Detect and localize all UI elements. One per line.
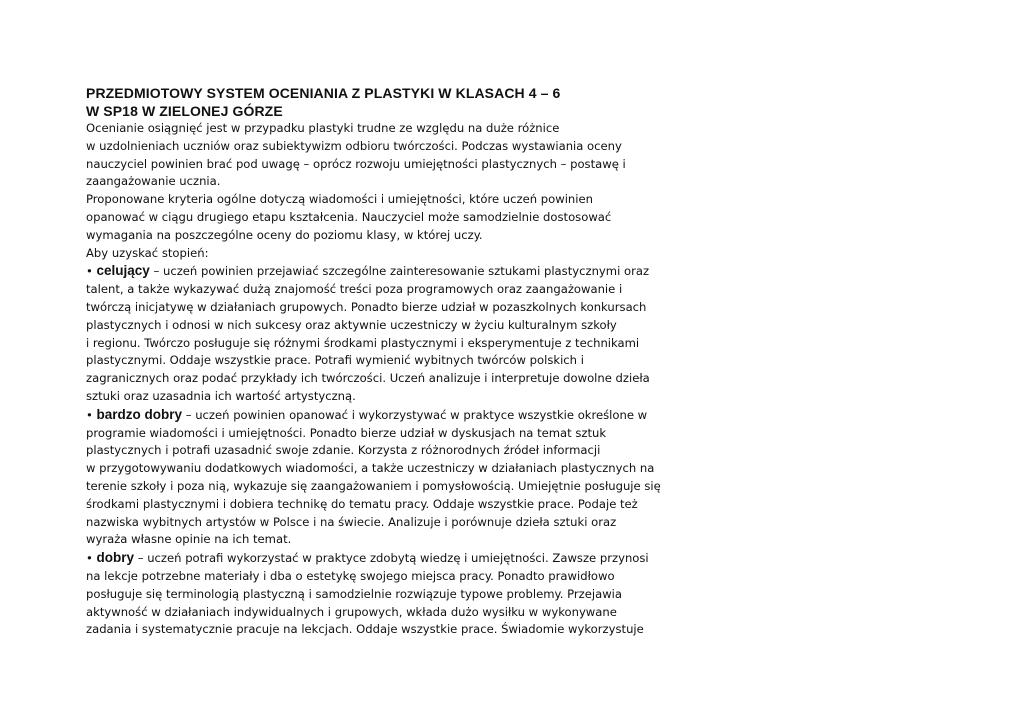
paragraph-line: programie wiadomości i umiejętności. Ponadto bierze udział w dyskusjach na temat sztuk xyxy=(86,425,607,440)
document-page xyxy=(86,84,706,639)
paragraph-line: posługuje się terminologią plastyczną i samodzielnie rozwiązuje typowe problemy. Przejawia xyxy=(86,586,623,601)
paragraph-line: terenie szkoły i poza nią, wykazuje się zaangażowaniem i pomysłowością. Umiejętnie posługuje się xyxy=(86,478,661,493)
paragraph-line: zadania i systematycznie pracuje na lekcjach. Oddaje wszystkie prace. Świadomie wykorzystuje xyxy=(86,622,644,637)
paragraph-line: Ocenianie osiągnięć jest w przypadku plastyki trudne ze względu na duże różnice xyxy=(86,121,560,135)
grade-term: bardzo dobry xyxy=(96,406,183,422)
paragraph-line: nauczyciel powinien brać pod uwagę – oprócz rozwoju umiejętności plastycznych – postawę i xyxy=(86,156,626,171)
grade-criterion-line xyxy=(86,262,706,281)
paragraph-line: wyraża własne opinie na ich temat. xyxy=(86,532,292,547)
line-text: – uczeń powinien przejawiać szczególne zainteresowanie sztukami plastycznymi oraz xyxy=(149,264,650,279)
grade-criterion-line xyxy=(86,549,706,568)
bullet-glyph: • xyxy=(86,264,97,279)
paragraph-line: wymagania na poszczególne oceny do poziomu klasy, w której uczy. xyxy=(86,227,483,242)
paragraph-line: plastycznych i potrafi uzasadnić swoje zdanie. Korzysta z różnorodnych źródeł informacji xyxy=(86,443,601,458)
paragraph-line: zaangażowanie ucznia. xyxy=(86,174,221,189)
paragraph-line: i regionu. Twórczo posługuje się różnymi środkami plastycznymi i eksperymentuje z technikami xyxy=(86,335,640,350)
document-body xyxy=(86,120,706,639)
paragraph-line: na lekcje potrzebne materiały i dba o estetykę swojego miejsca pracy. Ponadto prawidłowo xyxy=(86,568,615,583)
paragraph-line: plastycznymi. Oddaje wszystkie prace. Potrafi wymienić wybitnych twórców polskich i xyxy=(86,353,584,368)
paragraph-line: twórczą inicjatywę w działaniach grupowych. Ponadto bierze udział w pozaszkolnych konkursach xyxy=(86,299,647,314)
paragraph-line: Aby uzyskać stopień: xyxy=(86,245,209,260)
title-line: PRZEDMIOTOWY SYSTEM OCENIANIA Z PLASTYKI W KLASACH 4 – 6 xyxy=(86,85,561,101)
document-title xyxy=(86,84,706,120)
paragraph-line: plastycznych i odnosi w nich sukcesy oraz aktywnie uczestniczy w życiu kulturalnym szkoły xyxy=(86,317,617,332)
paragraph-line: sztuki oraz uzasadnia ich wartość artystyczną. xyxy=(86,388,356,403)
title-line: W SP18 W ZIELONEJ GÓRZE xyxy=(86,103,283,119)
bullet-glyph: • xyxy=(86,551,97,566)
paragraph-line: Proponowane kryteria ogólne dotyczą wiadomości i umiejętności, które uczeń powinien xyxy=(86,192,593,207)
paragraph-line: środkami plastycznymi i dobiera technikę do tematu pracy. Oddaje wszystkie prace. Podaje też xyxy=(86,496,638,511)
paragraph-line: opanować w ciągu drugiego etapu kształcenia. Nauczyciel może samodzielnie dostosować xyxy=(86,209,612,224)
paragraph-line: talent, a także wykazywać dużą znajomość treści poza programowych oraz zaangażowanie i xyxy=(86,282,623,297)
bullet-glyph: • xyxy=(86,407,97,422)
paragraph-line: w przygotowywaniu dodatkowych wiadomości, a także uczestniczy w działaniach plastycznych na xyxy=(86,461,655,476)
paragraph-line: zagranicznych oraz podać przykłady ich twórczości. Uczeń analizuje i interpretuje dowolne dzieła xyxy=(86,371,650,386)
grade-term: dobry xyxy=(96,550,135,566)
paragraph-line: w uzdolnieniach uczniów oraz subiektywizm odbioru twórczości. Podczas wystawiania oceny xyxy=(86,138,622,153)
grade-term: celujący xyxy=(96,263,150,279)
paragraph-line: aktywność w działaniach indywidualnych i grupowych, wkłada dużo wysiłku w wykonywane xyxy=(86,604,617,619)
line-text: – uczeń potrafi wykorzystać w praktyce zdobytą wiedzę i umiejętności. Zawsze przynosi xyxy=(134,551,649,566)
line-text: – uczeń powinien opanować i wykorzystywać w praktyce wszystkie określone w xyxy=(182,407,648,422)
paragraph-line: nazwiska wybitnych artystów w Polsce i na świecie. Analizuje i porównuje dzieła sztuki oraz xyxy=(86,514,617,529)
grade-criterion-line xyxy=(86,406,706,425)
